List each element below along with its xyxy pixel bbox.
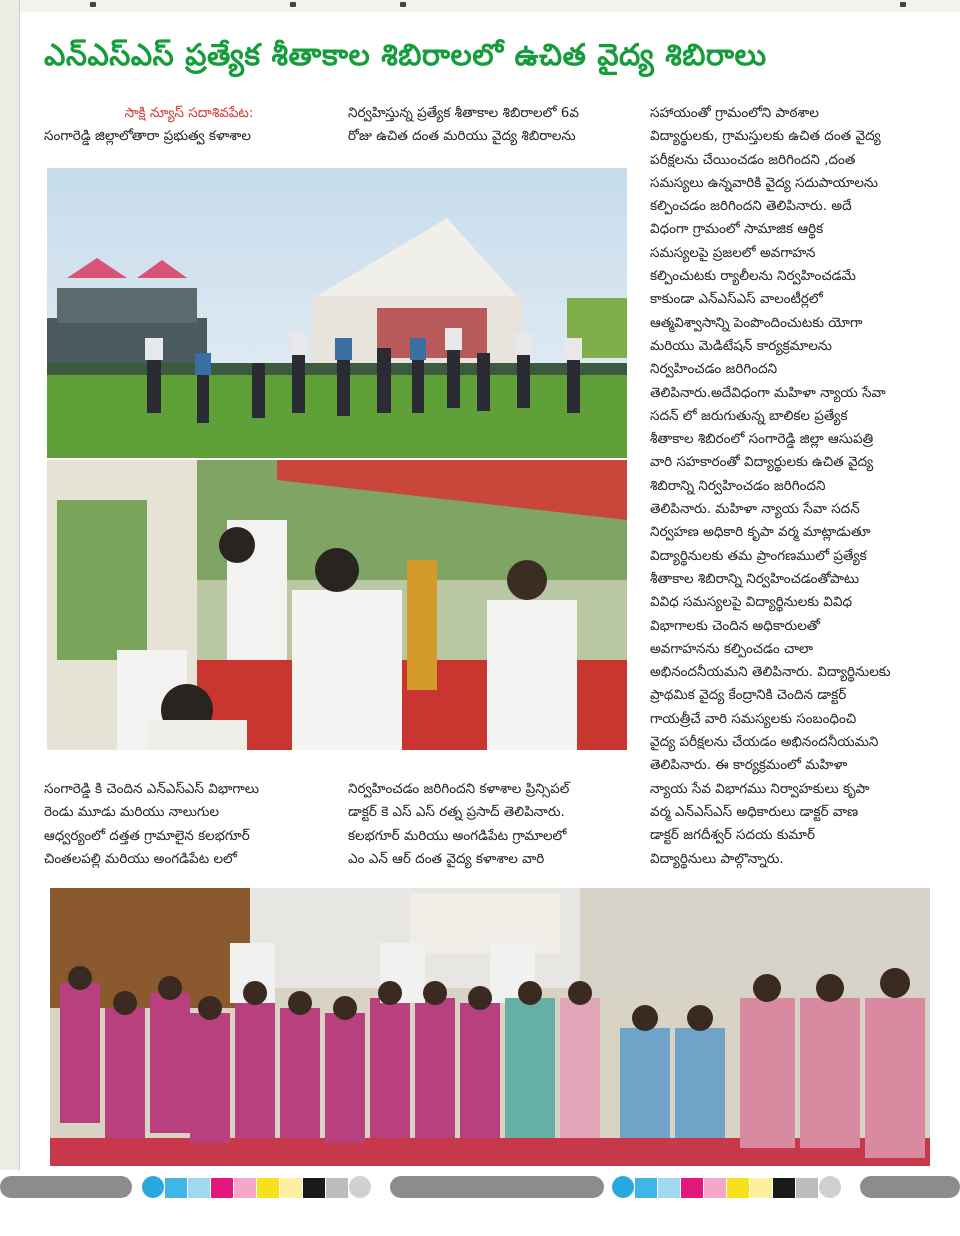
article-line: చింతలపల్లి మరియు అంగడిపేట లలో bbox=[44, 850, 237, 867]
students-group-photo bbox=[50, 888, 930, 1166]
article-line: వివిధ సమస్యలపై విద్యార్థినులకు వివిధ bbox=[650, 594, 853, 611]
color-swatch bbox=[727, 1178, 749, 1198]
page-gutter bbox=[0, 0, 20, 1170]
article-line: సంగారెడ్డి కి చెందిన ఎన్ఎస్ఎస్ విభాగాలు bbox=[44, 781, 260, 797]
color-swatch bbox=[142, 1176, 164, 1198]
article-line: కల్పించడం జరిగిందని తెలిపినారు. అదే bbox=[650, 198, 852, 215]
article-line: ప్రాథమిక వైద్య కేంద్రానికి చెందిన డాక్టర్ bbox=[650, 687, 847, 704]
color-swatch bbox=[681, 1178, 703, 1198]
color-swatch bbox=[188, 1178, 210, 1198]
article-line: తెలిపినారు. మహిళా న్యాయ సేవా సదన్ bbox=[650, 501, 860, 518]
color-swatch bbox=[819, 1176, 841, 1198]
color-swatch bbox=[635, 1178, 657, 1198]
article-line: విద్యార్థులకు, గ్రామస్తులకు ఉచిత దంత వైద్య bbox=[650, 128, 881, 145]
color-swatch bbox=[612, 1176, 634, 1198]
column-2-top bbox=[348, 102, 638, 149]
article-line: విద్యార్థినులు పాల్గొన్నారు. bbox=[650, 850, 784, 867]
article-line: తెలిపినారు. ఈ కార్యక్రమంలో మహిళా bbox=[650, 757, 848, 774]
article-line: కాకుండా ఎన్ఎస్ఎస్ వాలంటీర్లలో bbox=[650, 291, 823, 308]
article-line: నిర్వహించడం జరిగిందని bbox=[650, 361, 778, 378]
article-line: సహాయంతో గ్రామంలోని పాఠశాల bbox=[650, 105, 819, 121]
previous-page-strip bbox=[20, 0, 960, 12]
color-swatch bbox=[211, 1178, 233, 1198]
registration-bar-left bbox=[0, 1176, 132, 1198]
article-line: శీతాకాల శిబిరాన్ని నిర్వహించడంతోపాటు bbox=[650, 570, 860, 587]
students-group-photo-image bbox=[50, 888, 930, 1166]
article-line: సదన్ లో జరుగుతున్న బాలికల ప్రత్యేక bbox=[650, 407, 848, 424]
rally-photo bbox=[47, 168, 627, 458]
color-swatch bbox=[165, 1178, 187, 1198]
color-swatch bbox=[773, 1178, 795, 1198]
article-line: రోజు ఉచిత దంత మరియు వైద్య శిబిరాలను bbox=[348, 128, 576, 145]
medical-camp-photo bbox=[47, 460, 627, 750]
column-1-top bbox=[44, 102, 334, 149]
article-line: వైద్య పరీక్షలను చేయడం అభినందనీయమని bbox=[650, 734, 879, 751]
registration-bar-right bbox=[860, 1176, 960, 1198]
article-line: ఆత్మవిశ్వాసాన్ని పెంపొందించుటకు యోగా bbox=[650, 314, 863, 331]
color-swatch bbox=[326, 1178, 348, 1198]
medical-camp-photo-image bbox=[47, 460, 627, 750]
article-line: విధంగా గ్రామంలో సామాజిక ఆర్థిక bbox=[650, 221, 824, 238]
color-swatch bbox=[234, 1178, 256, 1198]
dateline: సాక్షి న్యూస్ సదాశివపేట: bbox=[124, 105, 254, 121]
color-swatch bbox=[750, 1178, 772, 1198]
article-line: డాక్టర్ కె ఎస్ ఎస్ రత్న ప్రసాద్ తెలిపినారు. bbox=[348, 804, 565, 821]
article-line: రెండు మూడు మరియు నాలుగుల bbox=[44, 804, 220, 821]
color-swatch bbox=[349, 1176, 371, 1198]
article-line: ఆధ్వర్యంలో దత్తత గ్రామాలైన కలభగూర్ bbox=[44, 827, 250, 844]
article-line: వారి సహకారంతో విద్యార్థులకు ఉచిత వైద్య bbox=[650, 454, 874, 471]
article-line: గాయత్రీచే వారి సమస్యలకు సంబంధించి bbox=[650, 710, 857, 727]
article-line: సమస్యలు ఉన్నవారికి వైద్య సదుపాయాలను bbox=[650, 174, 879, 191]
column-1-bottom bbox=[44, 778, 334, 871]
column-3 bbox=[650, 102, 950, 871]
color-swatch bbox=[658, 1178, 680, 1198]
article-line: మరియు మెడిటేషన్ కార్యక్రమాలను bbox=[650, 337, 832, 354]
article-line: డాక్టర్ జగదీశ్వర్ సదయ కుమార్ bbox=[650, 827, 816, 844]
article-line: నిర్వహిస్తున్న ప్రత్యేక శీతాకాల శిబిరాలలో 6వ bbox=[348, 105, 579, 121]
article-line: నిర్వహణ అధికారి కృపా వర్మ మాట్లాడుతూ bbox=[650, 524, 871, 541]
color-swatch bbox=[704, 1178, 726, 1198]
color-swatch bbox=[257, 1178, 279, 1198]
article-line: అవగాహనను కల్పించడం చాలా bbox=[650, 640, 814, 657]
article-line: కలభగూర్ మరియు అంగడిపేట గ్రామాలలో bbox=[348, 827, 567, 844]
article-line: నిర్వహించడం జరిగిందని కళాశాల ప్రిన్సిపల్ bbox=[348, 781, 570, 797]
article-line: అభినందనీయమని తెలిపినారు. విద్యార్థినులకు bbox=[650, 664, 891, 681]
article-line: శీతాకాల శిబిరంలో సంగారెడ్డి జిల్లా ఆసుపత్రి bbox=[650, 431, 874, 448]
article-line: విద్యార్థినులకు తమ ప్రాంగణములో ప్రత్యేక bbox=[650, 547, 867, 564]
column-2-bottom bbox=[348, 778, 638, 871]
color-swatch bbox=[280, 1178, 302, 1198]
article-line: సమస్యలపై ప్రజలలో అవగాహన bbox=[650, 244, 816, 261]
color-swatch bbox=[303, 1178, 325, 1198]
article-line: న్యాయ సేవ విభాగము నిర్వాహకులు కృపా bbox=[650, 780, 870, 797]
article-line: పరీక్షలను చేయించడం జరిగిందని ,దంత bbox=[650, 151, 856, 168]
article-line: సంగారెడ్డి జిల్లాలోతారా ప్రభుత్వ కళాశాల bbox=[44, 128, 251, 145]
article-line: కల్పించుటకు ర్యాలీలను నిర్వహించడమే bbox=[650, 268, 856, 285]
article-line: ఎం ఎన్ ఆర్ దంత వైద్య కళాశాల వారి bbox=[348, 850, 545, 867]
article-line: శిబిరాన్ని నిర్వహించడం జరిగిందని bbox=[650, 477, 826, 494]
article-line: విభాగాలకు చెందిన అధికారులతో bbox=[650, 617, 820, 634]
color-swatch bbox=[796, 1178, 818, 1198]
article-line: వర్మ ఎన్ఎస్ఎస్ అధికారులు డాక్టర్ వాణ bbox=[650, 803, 859, 820]
rally-photo-image bbox=[47, 168, 627, 458]
article-line: తెలిపినారు.అదేవిధంగా మహిళా న్యాయ సేవా bbox=[650, 384, 886, 401]
registration-bar-middle bbox=[390, 1176, 604, 1198]
article-headline: ఎన్ఎస్ఎస్ ప్రత్యేక శీతాకాల శిబిరాలలో ఉచిత వైద్య శిబిరాలు bbox=[44, 38, 767, 73]
